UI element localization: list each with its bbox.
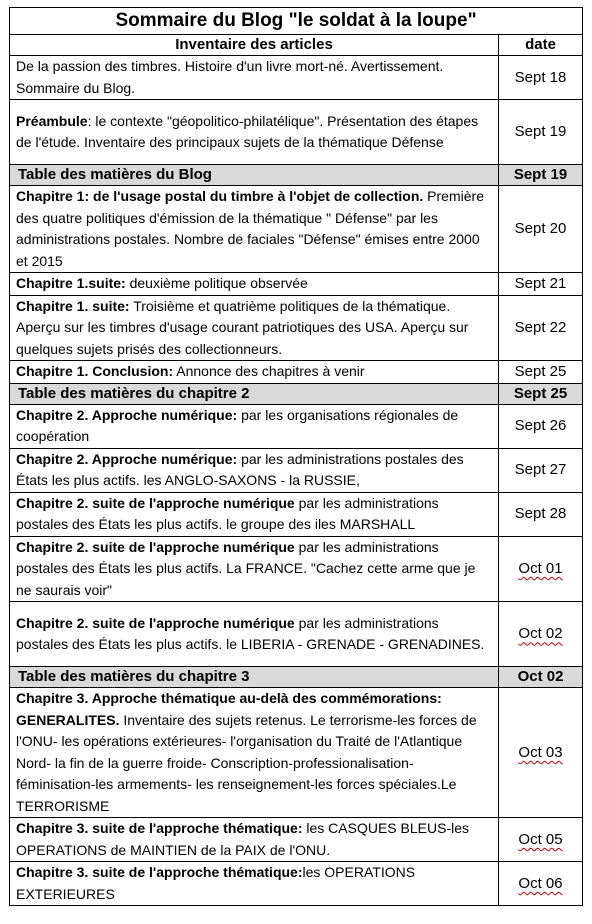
article-description: par les administrations postales des États les plus actifs. le LIBERIA - GRENADE - GRENADINES. (16, 614, 485, 652)
section-title: Table des matières du chapitre 3 (10, 667, 499, 688)
article-cell (10, 688, 499, 818)
article-description: Inventaire des sujets retenus. Le terrorisme-les forces de l'ONU- les opérations extérieures- l'organisation du Traité de l'Atlantique Nord- la fin de la guerre froide- Conscription-professionalisation- féminisation-les armements- les renseignement-les forces spéciales.Le TERRORISME (16, 711, 477, 814)
title-row (10, 8, 583, 35)
article-date-text: Sept 26 (514, 417, 567, 435)
table-body (10, 8, 583, 906)
table-row (10, 492, 583, 536)
article-date-text: Sept 27 (514, 461, 567, 479)
section-title: Table des matières du chapitre 2 (10, 383, 499, 404)
article-description: deuxième politique observée (125, 275, 308, 291)
table-row (10, 602, 583, 667)
article-cell (10, 273, 499, 296)
article-cell (10, 186, 499, 273)
article-date-text: Sept 19 (514, 123, 567, 141)
table-row (10, 818, 583, 862)
table-row (10, 448, 583, 492)
article-description: les CASQUES BLEUS-les OPERATIONS de MAINTIEN de la PAIX de l'ONU. (16, 820, 469, 858)
article-date-text: Oct 03 (518, 743, 563, 761)
table-row (10, 862, 583, 906)
table-row (10, 273, 583, 296)
section-title: Table des matières du Blog (10, 165, 499, 186)
article-date-text: Oct 01 (518, 560, 563, 577)
article-cell (10, 100, 499, 165)
article-date (499, 361, 583, 384)
article-date (499, 818, 583, 862)
article-date (499, 100, 583, 165)
section-header-row (10, 383, 583, 404)
article-heading: Chapitre 2. suite de l'approche numérique (16, 538, 295, 555)
article-date (499, 404, 583, 448)
table-row (10, 404, 583, 448)
article-description: Annonce des chapitres à venir (173, 363, 365, 379)
article-heading: Chapitre 1. Conclusion: (16, 363, 174, 379)
article-heading: Chapitre 1.suite: (16, 275, 126, 291)
article-heading: Chapitre 2. suite de l'approche numérique (16, 614, 295, 631)
article-cell (10, 56, 499, 100)
article-date (499, 186, 583, 273)
article-date (499, 862, 583, 906)
table-row (10, 100, 583, 165)
article-cell (10, 448, 499, 492)
article-description: par les administrations postales des États les plus actifs. La FRANCE. "Cachez cette arme que je ne saurais voir" (16, 538, 476, 598)
table-row (10, 295, 583, 361)
article-cell (10, 492, 499, 536)
article-cell (10, 862, 499, 906)
article-cell (10, 536, 499, 602)
column-header-date: date (499, 35, 583, 56)
article-heading: Préambule (16, 112, 88, 129)
article-cell (10, 404, 499, 448)
article-description: par les administrations postales des États les plus actifs. les ANGLO-SAXONS - la RUSSIE, (16, 450, 464, 488)
article-date-text: Oct 06 (518, 874, 563, 892)
article-date (499, 448, 583, 492)
article-date-text: Oct 05 (518, 830, 563, 848)
article-date-text: Sept 21 (514, 275, 567, 292)
article-description: Troisième et quatrième politiques de la thématique. Aperçu sur les timbres d'usage courant patriotiques des USA. Aperçu sur quelques sujets prisés des collectionneurs. (16, 297, 469, 357)
article-date (499, 56, 583, 100)
article-date (499, 273, 583, 296)
table-title: Sommaire du Blog "le soldat à la loupe" (10, 8, 583, 35)
section-date: Sept 19 (499, 165, 583, 186)
blog-summary-table (9, 7, 583, 906)
article-heading: Chapitre 1: de l'usage postal du timbre à l'objet de collection. (16, 188, 424, 204)
article-heading: Chapitre 1. suite: (16, 297, 130, 314)
header-row (10, 35, 583, 56)
article-description: par les organisations régionales de coopération (16, 406, 459, 444)
article-heading: Chapitre 3. suite de l'approche thématique: (16, 820, 303, 836)
article-description: De la passion des timbres. Histoire d'un livre mort-né. Avertissement. Sommaire du Blog. (16, 58, 444, 96)
table-row (10, 186, 583, 273)
article-description: Première des quatre politiques d'émission de la thématique " Défense" par les administrations postales. Nombre de faciales "Défense" émises entre 2000 et 2015 (16, 188, 484, 269)
article-date-text: Sept 25 (514, 363, 567, 380)
article-heading: Chapitre 2. Approche numérique: (16, 450, 238, 467)
article-cell (10, 295, 499, 361)
article-date-text: Sept 18 (514, 68, 567, 86)
article-description: les OPERATIONS EXTERIEURES (16, 864, 416, 902)
table-row (10, 536, 583, 602)
article-heading: Chapitre 2. Approche numérique: (16, 406, 238, 423)
article-date-text: Oct 02 (518, 625, 563, 643)
article-cell (10, 818, 499, 862)
article-date (499, 688, 583, 818)
article-date (499, 492, 583, 536)
section-header-row (10, 667, 583, 688)
section-header-row (10, 165, 583, 186)
article-date-text: Sept 22 (514, 319, 567, 336)
article-heading: Chapitre 2. suite de l'approche numérique (16, 494, 295, 511)
article-heading: Chapitre 3. Approche thématique au-delà des commémorations: GENERALITES. (16, 690, 442, 728)
section-date: Oct 02 (499, 667, 583, 688)
article-date (499, 536, 583, 602)
article-description: par les administrations postales des États les plus actifs. le groupe des iles MARSHALL (16, 494, 439, 532)
article-heading: Chapitre 3. suite de l'approche thématique: (16, 864, 303, 880)
article-date (499, 602, 583, 667)
section-date: Sept 25 (499, 383, 583, 404)
article-date-text: Sept 20 (514, 220, 567, 238)
column-header-articles: Inventaire des articles (10, 35, 499, 56)
article-date (499, 295, 583, 361)
article-cell (10, 602, 499, 667)
table-row (10, 56, 583, 100)
table-row (10, 688, 583, 818)
table-row (10, 361, 583, 384)
article-date-text: Sept 28 (514, 505, 567, 523)
article-description: : le contexte "géopolitico-philatélique". Présentation des étapes de l'étude. Inventaire des principaux sujets de la thématique Défense (16, 112, 479, 150)
article-cell (10, 361, 499, 384)
